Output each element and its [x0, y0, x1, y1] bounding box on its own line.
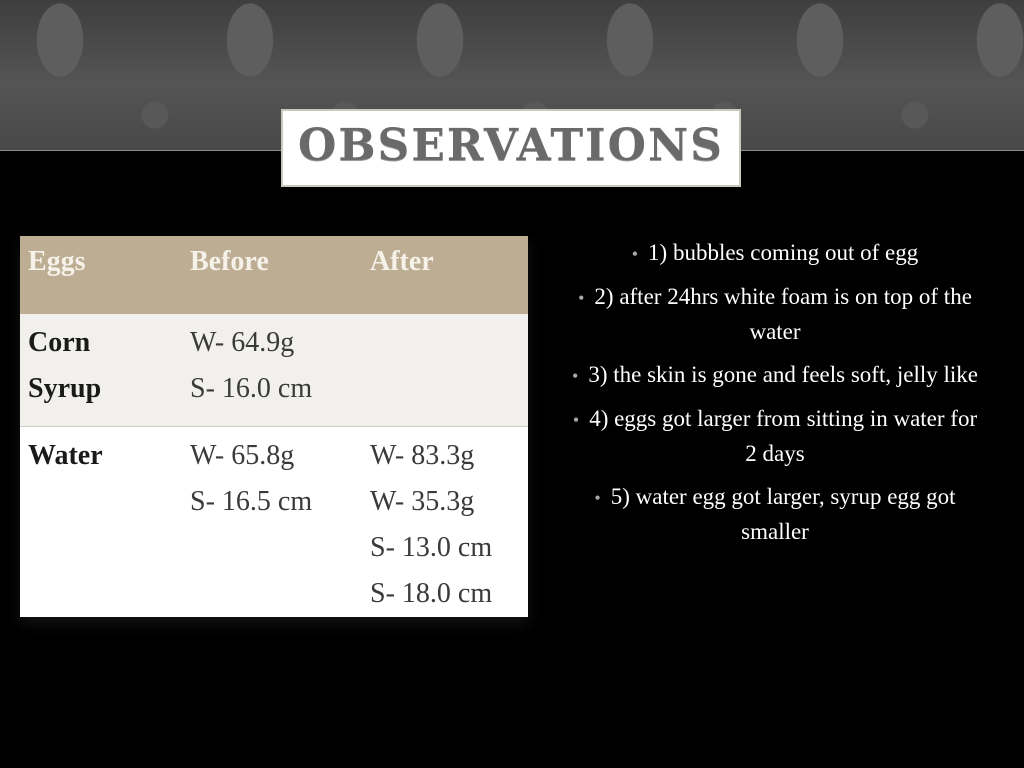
- cell-value: S- 13.0 cm: [370, 531, 493, 563]
- header-before: Before: [190, 246, 269, 277]
- cell-value: W- 64.9g: [190, 327, 295, 358]
- observations-table: [20, 236, 528, 617]
- table-row: [20, 426, 528, 617]
- cell-before: [190, 426, 370, 617]
- bullet-text: 3) the skin is gone and feels soft, jelly like: [588, 362, 978, 387]
- cell-value: W- 35.3g: [370, 485, 475, 517]
- bullet-text: 2) after 24hrs white foam is on top of the water: [594, 284, 972, 344]
- bullet-item: [535, 236, 1005, 271]
- bullet-dot-icon: •: [578, 288, 585, 308]
- bullet-dot-icon: •: [594, 488, 601, 508]
- bullet-dot-icon: •: [572, 410, 580, 430]
- row-label-line: Syrup: [28, 373, 102, 404]
- cell-after: [370, 314, 528, 426]
- cell-value: W- 83.3g: [370, 439, 475, 471]
- bullet-text: 1) bubbles coming out of egg: [648, 240, 919, 265]
- bullet-item: [535, 280, 1005, 349]
- row-label-water: [20, 426, 190, 617]
- row-label-line: Corn: [28, 327, 91, 358]
- bullet-dot-icon: •: [572, 366, 579, 386]
- header-after: After: [370, 246, 434, 277]
- cell-before: [190, 314, 370, 426]
- bullet-dot-icon: •: [631, 244, 639, 264]
- row-label-line: Water: [28, 439, 103, 471]
- title-box: [281, 109, 741, 187]
- cell-value: W- 65.8g: [190, 439, 295, 471]
- header-eggs: Eggs: [28, 246, 86, 277]
- bullet-item: [535, 480, 1005, 549]
- slide-title: OBSERVATIONS: [298, 120, 724, 171]
- bullet-item: [535, 402, 1005, 471]
- bullet-item: [535, 358, 1005, 393]
- row-label-corn-syrup: [20, 314, 190, 426]
- observation-bullet-list: [535, 236, 1005, 558]
- bullet-text: 5) water egg got larger, syrup egg got smaller: [610, 484, 956, 544]
- cell-value: S- 16.5 cm: [190, 485, 313, 517]
- table-header-row: [20, 236, 528, 314]
- cell-value: S- 18.0 cm: [370, 577, 493, 609]
- bullet-text: 4) eggs got larger from sitting in water for 2 days: [589, 406, 978, 466]
- table-row: [20, 314, 528, 426]
- cell-value: S- 16.0 cm: [190, 373, 313, 404]
- cell-after: [370, 426, 528, 617]
